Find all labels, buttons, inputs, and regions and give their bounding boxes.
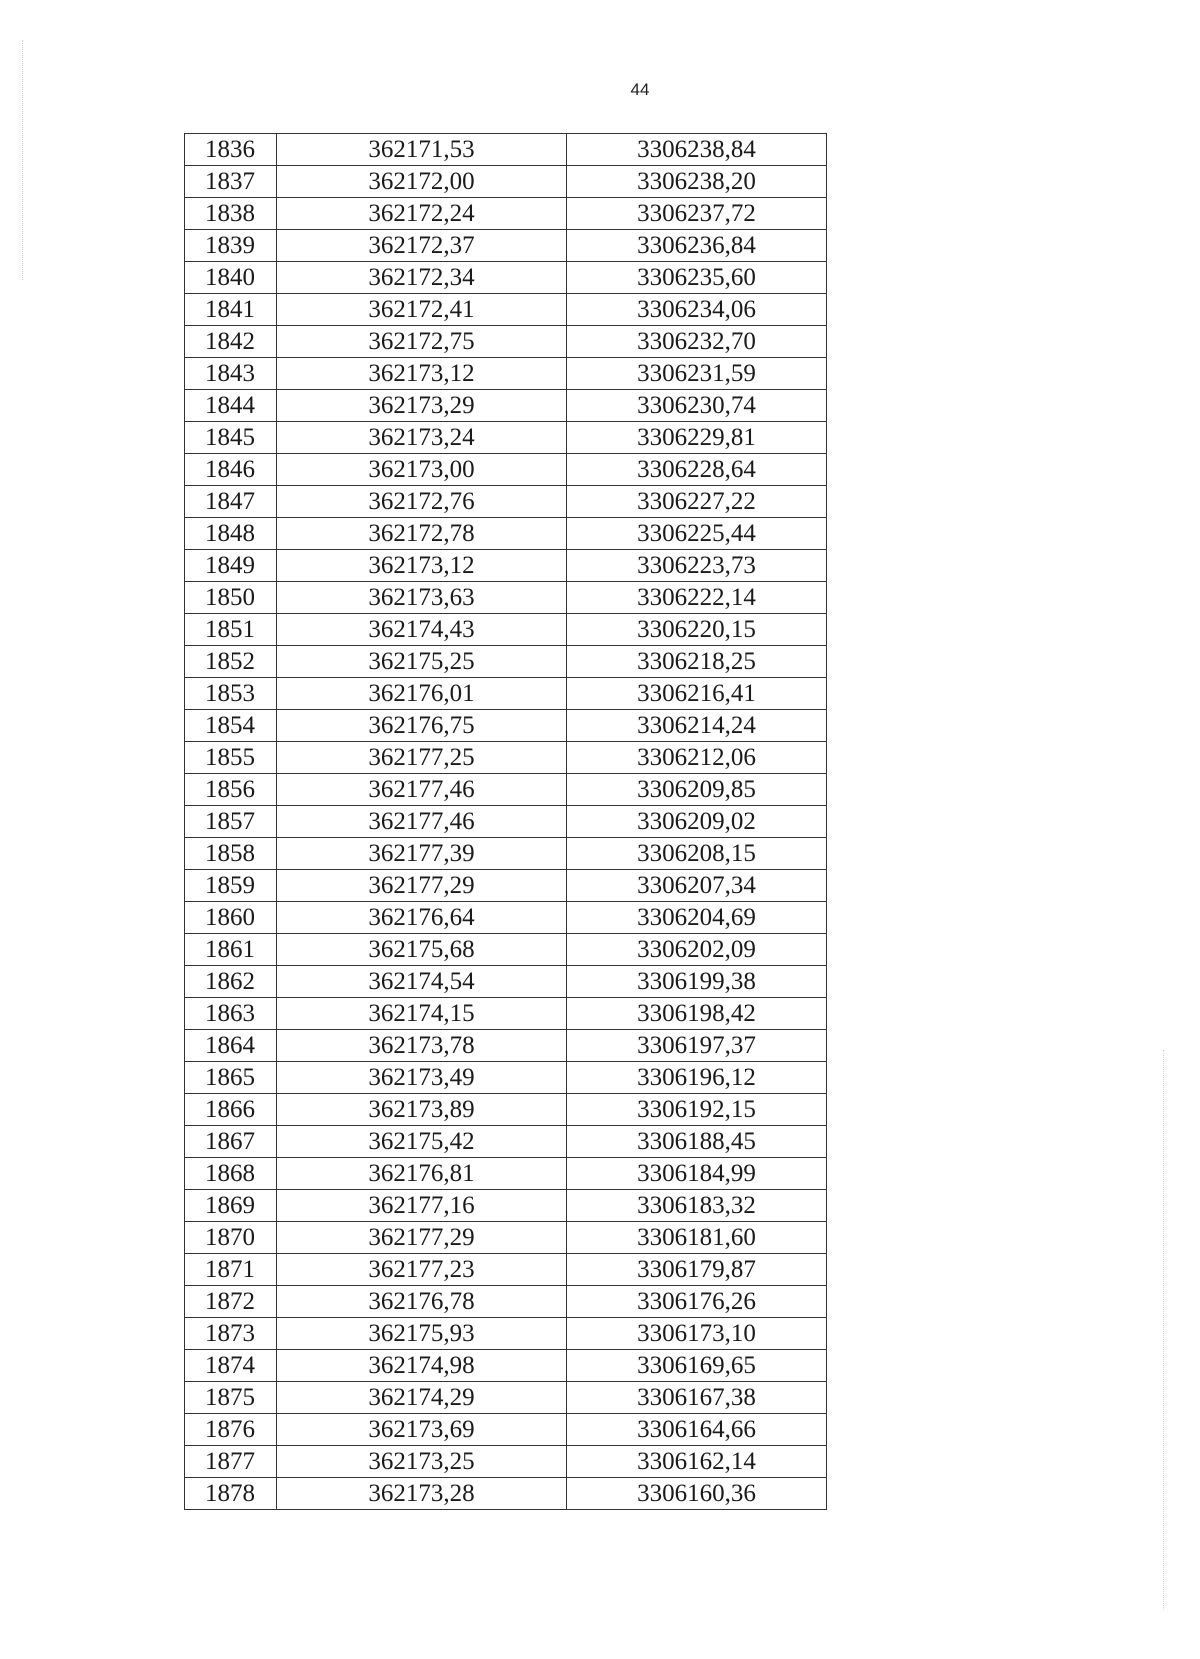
point-number-cell: 1875: [185, 1382, 277, 1414]
x-coordinate-cell: 362177,16: [277, 1190, 567, 1222]
point-number-cell: 1840: [185, 262, 277, 294]
point-number-cell: 1843: [185, 358, 277, 390]
y-coordinate-cell: 3306209,02: [567, 806, 827, 838]
table-row: [185, 326, 827, 358]
table-row: [185, 646, 827, 678]
y-coordinate-cell: 3306209,85: [567, 774, 827, 806]
table-row: [185, 294, 827, 326]
y-coordinate-cell: 3306162,14: [567, 1446, 827, 1478]
y-coordinate-cell: 3306198,42: [567, 998, 827, 1030]
y-coordinate-cell: 3306223,73: [567, 550, 827, 582]
x-coordinate-cell: 362177,39: [277, 838, 567, 870]
point-number-cell: 1867: [185, 1126, 277, 1158]
point-number-cell: 1861: [185, 934, 277, 966]
x-coordinate-cell: 362173,89: [277, 1094, 567, 1126]
table-row: [185, 1350, 827, 1382]
y-coordinate-cell: 3306214,24: [567, 710, 827, 742]
table-row: [185, 198, 827, 230]
point-number-cell: 1878: [185, 1478, 277, 1510]
x-coordinate-cell: 362172,37: [277, 230, 567, 262]
y-coordinate-cell: 3306204,69: [567, 902, 827, 934]
y-coordinate-cell: 3306238,84: [567, 134, 827, 166]
point-number-cell: 1855: [185, 742, 277, 774]
point-number-cell: 1877: [185, 1446, 277, 1478]
y-coordinate-cell: 3306218,25: [567, 646, 827, 678]
table-row: [185, 454, 827, 486]
point-number-cell: 1838: [185, 198, 277, 230]
table-row: [185, 1318, 827, 1350]
point-number-cell: 1865: [185, 1062, 277, 1094]
x-coordinate-cell: 362175,68: [277, 934, 567, 966]
y-coordinate-cell: 3306196,12: [567, 1062, 827, 1094]
y-coordinate-cell: 3306169,65: [567, 1350, 827, 1382]
x-coordinate-cell: 362172,78: [277, 518, 567, 550]
coordinates-table: [184, 133, 827, 1510]
x-coordinate-cell: 362173,12: [277, 550, 567, 582]
x-coordinate-cell: 362177,23: [277, 1254, 567, 1286]
table-row: [185, 838, 827, 870]
y-coordinate-cell: 3306164,66: [567, 1414, 827, 1446]
table-row: [185, 1446, 827, 1478]
y-coordinate-cell: 3306235,60: [567, 262, 827, 294]
table-row: [185, 1190, 827, 1222]
x-coordinate-cell: 362176,81: [277, 1158, 567, 1190]
y-coordinate-cell: 3306184,99: [567, 1158, 827, 1190]
point-number-cell: 1862: [185, 966, 277, 998]
y-coordinate-cell: 3306212,06: [567, 742, 827, 774]
table-row: [185, 1094, 827, 1126]
table-row: [185, 966, 827, 998]
x-coordinate-cell: 362175,42: [277, 1126, 567, 1158]
y-coordinate-cell: 3306167,38: [567, 1382, 827, 1414]
point-number-cell: 1849: [185, 550, 277, 582]
x-coordinate-cell: 362176,78: [277, 1286, 567, 1318]
x-coordinate-cell: 362177,25: [277, 742, 567, 774]
y-coordinate-cell: 3306202,09: [567, 934, 827, 966]
table-row: [185, 518, 827, 550]
page-number: 44: [630, 80, 650, 99]
point-number-cell: 1846: [185, 454, 277, 486]
point-number-cell: 1847: [185, 486, 277, 518]
point-number-cell: 1868: [185, 1158, 277, 1190]
table-row: [185, 870, 827, 902]
y-coordinate-cell: 3306208,15: [567, 838, 827, 870]
y-coordinate-cell: 3306207,34: [567, 870, 827, 902]
table-row: [185, 1254, 827, 1286]
x-coordinate-cell: 362171,53: [277, 134, 567, 166]
x-coordinate-cell: 362174,43: [277, 614, 567, 646]
table-row: [185, 230, 827, 262]
x-coordinate-cell: 362173,69: [277, 1414, 567, 1446]
x-coordinate-cell: 362173,29: [277, 390, 567, 422]
x-coordinate-cell: 362172,76: [277, 486, 567, 518]
point-number-cell: 1848: [185, 518, 277, 550]
x-coordinate-cell: 362174,54: [277, 966, 567, 998]
x-coordinate-cell: 362175,25: [277, 646, 567, 678]
table-row: [185, 774, 827, 806]
x-coordinate-cell: 362174,29: [277, 1382, 567, 1414]
point-number-cell: 1841: [185, 294, 277, 326]
point-number-cell: 1839: [185, 230, 277, 262]
coordinates-table-body: [185, 134, 827, 1510]
table-row: [185, 550, 827, 582]
y-coordinate-cell: 3306234,06: [567, 294, 827, 326]
x-coordinate-cell: 362173,12: [277, 358, 567, 390]
y-coordinate-cell: 3306237,72: [567, 198, 827, 230]
x-coordinate-cell: 362172,00: [277, 166, 567, 198]
point-number-cell: 1850: [185, 582, 277, 614]
point-number-cell: 1854: [185, 710, 277, 742]
x-coordinate-cell: 362177,46: [277, 774, 567, 806]
x-coordinate-cell: 362173,49: [277, 1062, 567, 1094]
table-row: [185, 582, 827, 614]
table-row: [185, 1158, 827, 1190]
y-coordinate-cell: 3306192,15: [567, 1094, 827, 1126]
point-number-cell: 1874: [185, 1350, 277, 1382]
x-coordinate-cell: 362172,34: [277, 262, 567, 294]
y-coordinate-cell: 3306197,37: [567, 1030, 827, 1062]
point-number-cell: 1837: [185, 166, 277, 198]
point-number-cell: 1845: [185, 422, 277, 454]
table-row: [185, 934, 827, 966]
point-number-cell: 1842: [185, 326, 277, 358]
point-number-cell: 1873: [185, 1318, 277, 1350]
table-row: [185, 262, 827, 294]
point-number-cell: 1864: [185, 1030, 277, 1062]
table-row: [185, 1222, 827, 1254]
table-row: [185, 1478, 827, 1510]
x-coordinate-cell: 362175,93: [277, 1318, 567, 1350]
x-coordinate-cell: 362174,15: [277, 998, 567, 1030]
y-coordinate-cell: 3306173,10: [567, 1318, 827, 1350]
y-coordinate-cell: 3306228,64: [567, 454, 827, 486]
table-row: [185, 358, 827, 390]
x-coordinate-cell: 362176,75: [277, 710, 567, 742]
point-number-cell: 1851: [185, 614, 277, 646]
x-coordinate-cell: 362176,64: [277, 902, 567, 934]
x-coordinate-cell: 362174,98: [277, 1350, 567, 1382]
table-row: [185, 1286, 827, 1318]
point-number-cell: 1866: [185, 1094, 277, 1126]
table-row: [185, 678, 827, 710]
point-number-cell: 1860: [185, 902, 277, 934]
y-coordinate-cell: 3306216,41: [567, 678, 827, 710]
point-number-cell: 1859: [185, 870, 277, 902]
y-coordinate-cell: 3306160,36: [567, 1478, 827, 1510]
point-number-cell: 1876: [185, 1414, 277, 1446]
x-coordinate-cell: 362173,63: [277, 582, 567, 614]
point-number-cell: 1872: [185, 1286, 277, 1318]
table-row: [185, 742, 827, 774]
y-coordinate-cell: 3306179,87: [567, 1254, 827, 1286]
x-coordinate-cell: 362172,41: [277, 294, 567, 326]
y-coordinate-cell: 3306225,44: [567, 518, 827, 550]
table-row: [185, 902, 827, 934]
x-coordinate-cell: 362176,01: [277, 678, 567, 710]
y-coordinate-cell: 3306238,20: [567, 166, 827, 198]
y-coordinate-cell: 3306230,74: [567, 390, 827, 422]
y-coordinate-cell: 3306232,70: [567, 326, 827, 358]
table-row: [185, 422, 827, 454]
point-number-cell: 1863: [185, 998, 277, 1030]
point-number-cell: 1844: [185, 390, 277, 422]
point-number-cell: 1857: [185, 806, 277, 838]
table-row: [185, 166, 827, 198]
table-row: [185, 614, 827, 646]
scan-edge-mark: [22, 40, 23, 280]
point-number-cell: 1869: [185, 1190, 277, 1222]
x-coordinate-cell: 362177,46: [277, 806, 567, 838]
x-coordinate-cell: 362172,75: [277, 326, 567, 358]
y-coordinate-cell: 3306227,22: [567, 486, 827, 518]
x-coordinate-cell: 362172,24: [277, 198, 567, 230]
x-coordinate-cell: 362173,25: [277, 1446, 567, 1478]
y-coordinate-cell: 3306229,81: [567, 422, 827, 454]
table-row: [185, 1062, 827, 1094]
y-coordinate-cell: 3306181,60: [567, 1222, 827, 1254]
scan-edge-mark: [1163, 1050, 1164, 1610]
table-row: [185, 486, 827, 518]
table-row: [185, 1414, 827, 1446]
point-number-cell: 1871: [185, 1254, 277, 1286]
point-number-cell: 1853: [185, 678, 277, 710]
table-row: [185, 1382, 827, 1414]
x-coordinate-cell: 362177,29: [277, 870, 567, 902]
point-number-cell: 1858: [185, 838, 277, 870]
y-coordinate-cell: 3306188,45: [567, 1126, 827, 1158]
table-row: [185, 710, 827, 742]
y-coordinate-cell: 3306236,84: [567, 230, 827, 262]
point-number-cell: 1870: [185, 1222, 277, 1254]
y-coordinate-cell: 3306176,26: [567, 1286, 827, 1318]
y-coordinate-cell: 3306183,32: [567, 1190, 827, 1222]
y-coordinate-cell: 3306220,15: [567, 614, 827, 646]
y-coordinate-cell: 3306231,59: [567, 358, 827, 390]
point-number-cell: 1836: [185, 134, 277, 166]
y-coordinate-cell: 3306222,14: [567, 582, 827, 614]
x-coordinate-cell: 362173,00: [277, 454, 567, 486]
table-row: [185, 1126, 827, 1158]
table-row: [185, 806, 827, 838]
point-number-cell: 1852: [185, 646, 277, 678]
x-coordinate-cell: 362177,29: [277, 1222, 567, 1254]
x-coordinate-cell: 362173,78: [277, 1030, 567, 1062]
y-coordinate-cell: 3306199,38: [567, 966, 827, 998]
table-row: [185, 134, 827, 166]
table-row: [185, 1030, 827, 1062]
x-coordinate-cell: 362173,28: [277, 1478, 567, 1510]
table-row: [185, 390, 827, 422]
table-row: [185, 998, 827, 1030]
point-number-cell: 1856: [185, 774, 277, 806]
x-coordinate-cell: 362173,24: [277, 422, 567, 454]
